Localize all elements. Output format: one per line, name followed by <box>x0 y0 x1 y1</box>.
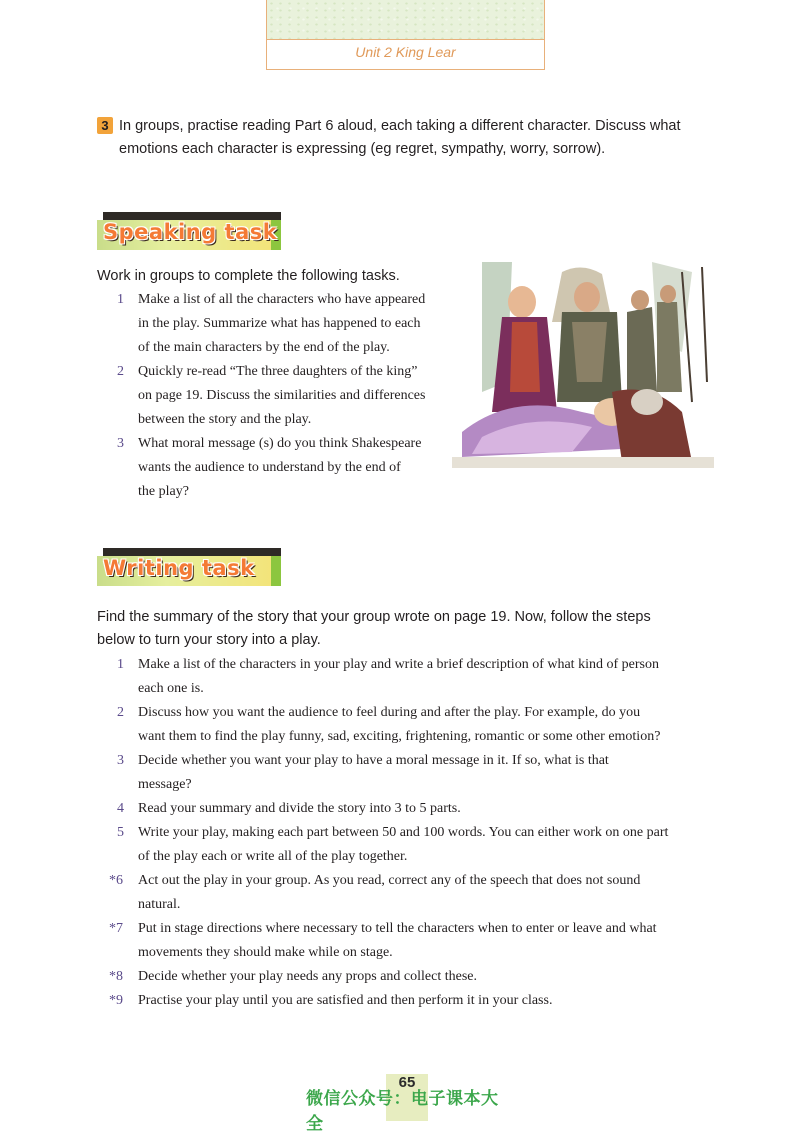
list-item-line: Make a list of all the characters who have appeared <box>138 292 426 307</box>
list-item <box>97 797 737 821</box>
writing-task-banner <box>97 548 281 590</box>
header-texture <box>267 0 544 40</box>
list-item-number: *6 <box>109 873 123 888</box>
list-item-line: Quickly re-read “The three daughters of the king” <box>138 364 418 379</box>
list-item-number: *7 <box>109 921 123 936</box>
list-item-number: 2 <box>117 705 124 720</box>
list-item-line: between the story and the play. <box>138 412 312 427</box>
list-item-number: 5 <box>117 825 124 840</box>
unit-header <box>266 0 545 70</box>
list-item-number: *9 <box>109 993 123 1008</box>
list-item-number: *8 <box>109 969 123 984</box>
list-item-line: want them to find the play funny, sad, exciting, frightening, romantic or some other emotion? <box>138 729 661 744</box>
writing-intro-line: Find the summary of the story that your group wrote on page 19. Now, follow the steps <box>97 609 651 625</box>
list-item <box>97 360 447 432</box>
list-item-line: message? <box>138 777 192 792</box>
question-3 <box>97 115 727 161</box>
question-number-badge: 3 <box>97 117 113 134</box>
unit-title: Unit 2 King Lear <box>355 44 456 60</box>
list-item-line: Read your summary and divide the story into 3 to 5 parts. <box>138 801 461 816</box>
list-item-line: wants the audience to understand by the end of <box>138 460 401 475</box>
list-item-line: in the play. Summarize what has happened to each <box>138 316 421 331</box>
list-item <box>97 701 737 749</box>
list-item-line: What moral message (s) do you think Shakespeare <box>138 436 422 451</box>
question-3-text: In groups, practise reading Part 6 aloud, each taking a different character. Discuss what emotions each character is expressing (eg regret, sympathy, worry, sorrow). <box>119 118 681 157</box>
writing-intro-line: below to turn your story into a play. <box>97 632 321 648</box>
list-item <box>97 821 737 869</box>
list-item-line: Discuss how you want the audience to feel during and after the play. For example, do you <box>138 705 641 720</box>
writing-task-list <box>97 653 737 1013</box>
list-item-line: Put in stage directions where necessary to tell the characters when to enter or leave and what <box>138 921 657 936</box>
king-lear-illustration <box>452 262 714 468</box>
list-item <box>97 653 737 701</box>
list-item-line: natural. <box>138 897 181 912</box>
list-item-line: Practise your play until you are satisfied and then perform it in your class. <box>138 993 553 1008</box>
list-item-line: Act out the play in your group. As you read, correct any of the speech that does not sound <box>138 873 641 888</box>
list-item <box>97 869 737 917</box>
list-item-line: each one is. <box>138 681 204 696</box>
list-item <box>97 917 737 965</box>
list-item-line: Decide whether your play needs any props and collect these. <box>138 969 477 984</box>
list-item <box>97 989 737 1013</box>
list-item-line: on page 19. Discuss the similarities and differences <box>138 388 426 403</box>
list-item <box>97 965 737 989</box>
writing-task-title: Writing task <box>103 556 255 580</box>
list-item <box>97 288 447 360</box>
speaking-intro: Work in groups to complete the following tasks. <box>97 268 400 284</box>
list-item-number: 1 <box>117 292 124 307</box>
list-item-line: of the play each or write all of the play together. <box>138 849 408 864</box>
list-item-number: 3 <box>117 436 124 451</box>
page-number: 65 <box>398 1074 416 1091</box>
list-item <box>97 749 737 797</box>
list-item-line: of the main characters by the end of the play. <box>138 340 390 355</box>
page-footer <box>0 1068 800 1134</box>
list-item-line: movements they should make while on stage. <box>138 945 393 960</box>
speaking-task-title: Speaking task <box>103 220 278 244</box>
list-item-line: Decide whether you want your play to have a moral message in it. If so, what is that <box>138 753 609 768</box>
list-item <box>97 432 447 504</box>
list-item-number: 1 <box>117 657 124 672</box>
list-item-line: Make a list of the characters in your play and write a brief description of what kind of person <box>138 657 659 672</box>
list-item-number: 4 <box>117 801 124 816</box>
list-item-line: the play? <box>138 484 189 499</box>
speaking-task-banner <box>97 212 281 254</box>
speaking-task-list <box>97 288 447 504</box>
writing-intro <box>97 606 737 652</box>
list-item-line: Write your play, making each part between 50 and 100 words. You can either work on one part <box>138 825 669 840</box>
list-item-number: 3 <box>117 753 124 768</box>
list-item-number: 2 <box>117 364 124 379</box>
wechat-watermark: 微信公众号：电子课本大全 <box>306 1089 499 1134</box>
